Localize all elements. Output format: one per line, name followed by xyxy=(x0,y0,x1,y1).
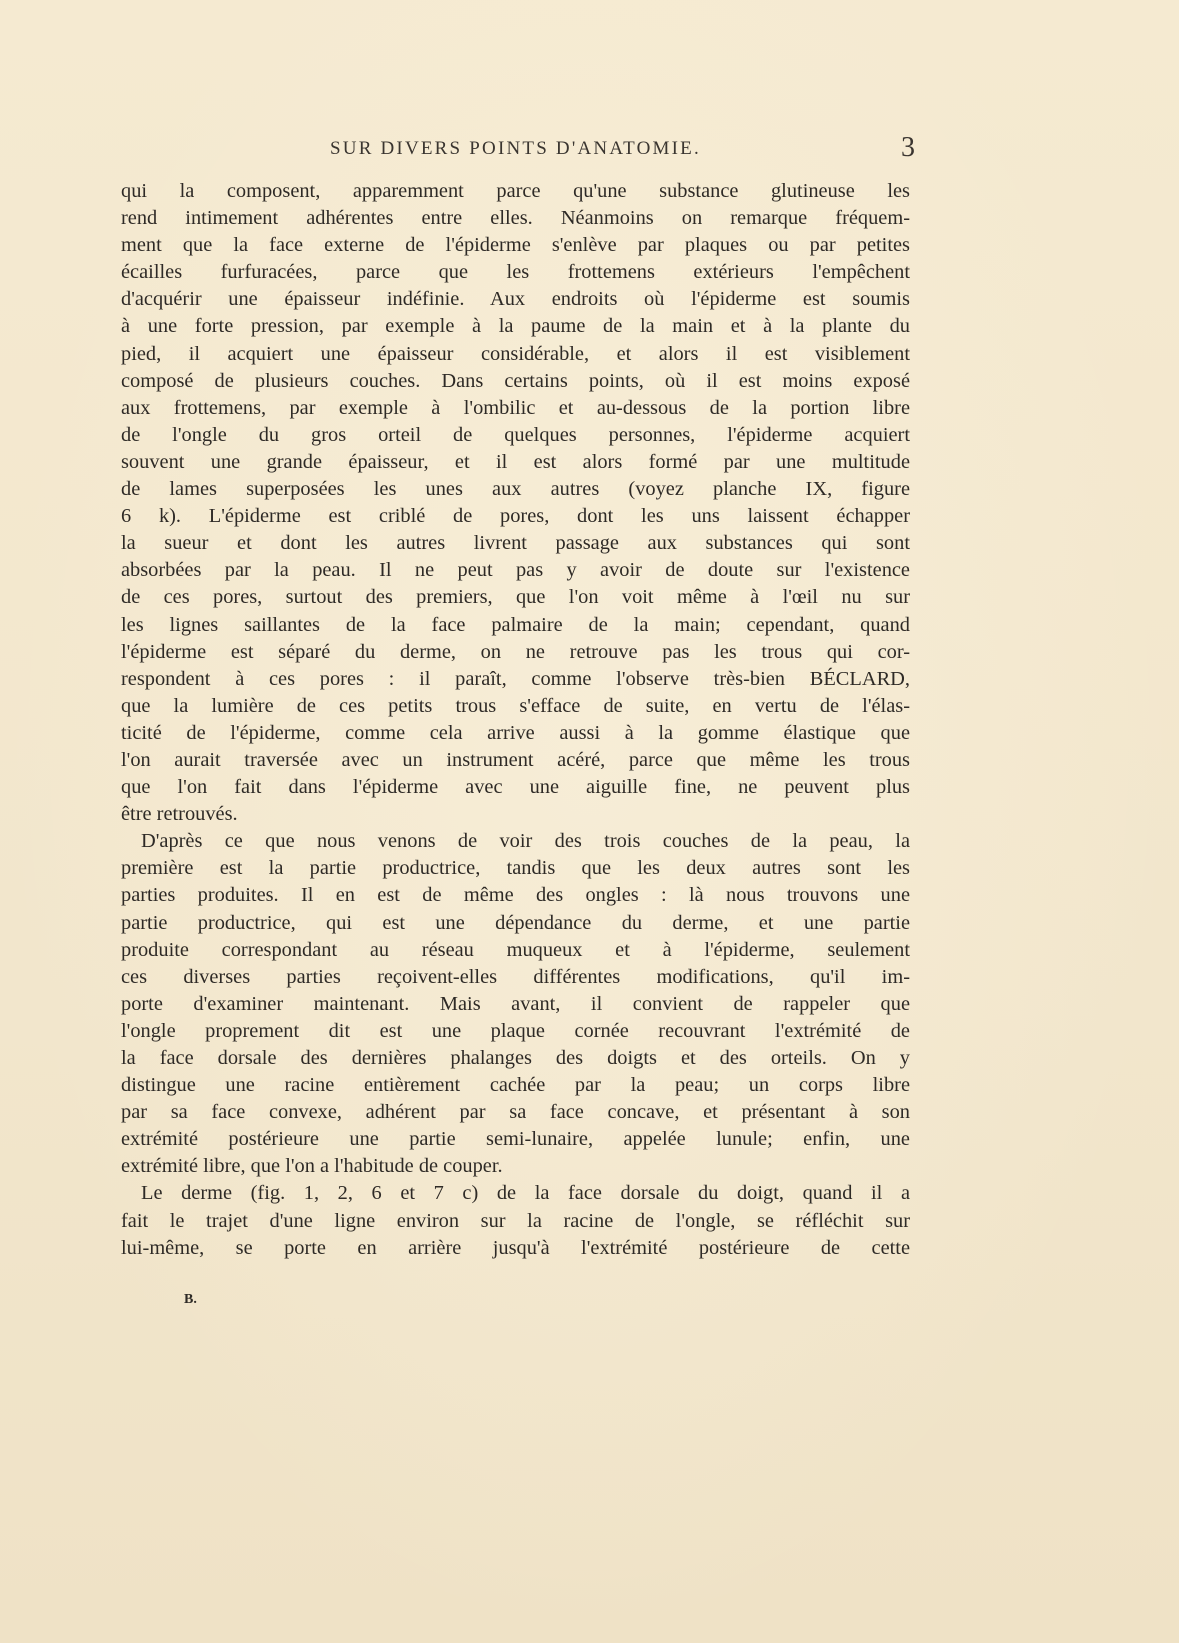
text-line: par sa face convexe, adhérent par sa face concave, et présentant à son xyxy=(121,1101,910,1124)
signature-mark: B. xyxy=(184,1292,197,1307)
text-line: porte d'examiner maintenant. Mais avant, il convient de rappeler que xyxy=(121,992,910,1015)
text-line: l'on aurait traversée avec un instrument acéré, parce que même les trous xyxy=(121,748,910,771)
text-line: souvent une grande épaisseur, et il est alors formé par une multitude xyxy=(121,450,910,473)
text-line: ment que la face externe de l'épiderme s'enlève par plaques ou par petites xyxy=(121,234,910,257)
text-line: fait le trajet d'une ligne environ sur la racine de l'ongle, se réfléchit sur xyxy=(121,1209,910,1232)
text-line: rend intimement adhérentes entre elles. Néanmoins on remarque fréquem- xyxy=(121,207,910,230)
text-line: l'ongle proprement dit est une plaque cornée recouvrant l'extrémité de xyxy=(121,1019,910,1042)
text-line: qui la composent, apparemment parce qu'une substance glutineuse les xyxy=(121,180,910,202)
text-line: 6 k). L'épiderme est criblé de pores, dont les uns laissent échapper xyxy=(121,505,910,528)
text-line: que l'on fait dans l'épiderme avec une aiguille fine, ne peuvent plus xyxy=(121,776,910,799)
text-line: respondent à ces pores : il paraît, comme l'observe très-bien BÉCLARD, xyxy=(121,667,910,690)
text-line: parties produites. Il en est de même des ongles : là nous trouvons une xyxy=(121,884,910,907)
text-line: de l'ongle du gros orteil de quelques personnes, l'épiderme acquiert xyxy=(121,423,910,446)
text-line: première est la partie productrice, tandis que les deux autres sont les xyxy=(121,857,910,880)
text-line: ces diverses parties reçoivent-elles différentes modifications, qu'il im- xyxy=(121,965,910,988)
text-line: d'acquérir une épaisseur indéfinie. Aux endroits où l'épiderme est soumis xyxy=(121,288,910,311)
text-line: que la lumière de ces petits trous s'efface de suite, en vertu de l'élas- xyxy=(121,694,910,717)
running-title: SUR DIVERS POINTS D'ANATOMIE. xyxy=(330,138,701,159)
text-line: produite correspondant au réseau muqueux et à l'épiderme, seulement xyxy=(121,938,910,961)
text-line: être retrouvés. xyxy=(121,803,238,826)
running-header xyxy=(120,132,915,168)
text-line: lui-même, se porte en arrière jusqu'à l'extrémité postérieure de cette xyxy=(121,1236,910,1259)
text-line: la face dorsale des dernières phalanges des doigts et des orteils. On y xyxy=(121,1047,910,1069)
text-line: de ces pores, surtout des premiers, que l'on voit même à l'œil nu sur xyxy=(121,586,910,609)
text-line: composé de plusieurs couches. Dans certains points, où il est moins exposé xyxy=(121,369,910,392)
text-line: la sueur et dont les autres livrent passage aux substances qui sont xyxy=(121,532,910,555)
text-line: écailles furfuracées, parce que les frottemens extérieurs l'empêchent xyxy=(121,261,910,284)
text-line: extrémité libre, que l'on a l'habitude de couper. xyxy=(121,1155,503,1178)
text-line: de lames superposées les unes aux autres (voyez planche IX, figure xyxy=(121,478,910,501)
text-line: D'après ce que nous venons de voir des trois couches de la peau, la xyxy=(141,830,910,853)
text-line: à une forte pression, par exemple à la paume de la main et à la plante du xyxy=(121,315,910,338)
text-line: aux frottemens, par exemple à l'ombilic et au-dessous de la portion libre xyxy=(121,396,910,419)
text-line: partie productrice, qui est une dépendance du derme, et une partie xyxy=(121,911,910,934)
page-number: 3 xyxy=(901,132,915,163)
text-line: pied, il acquiert une épaisseur considérable, et alors il est visiblement xyxy=(121,342,910,365)
body-text xyxy=(121,178,910,1262)
text-line: ticité de l'épiderme, comme cela arrive aussi à la gomme élastique que xyxy=(121,721,910,744)
text-line: l'épiderme est séparé du derme, on ne retrouve pas les trous qui cor- xyxy=(121,640,910,663)
text-line: Le derme (fig. 1, 2, 6 et 7 c) de la face dorsale du doigt, quand il a xyxy=(141,1182,910,1205)
text-line: absorbées par la peau. Il ne peut pas y avoir de doute sur l'existence xyxy=(121,559,910,582)
text-line: les lignes saillantes de la face palmaire de la main; cependant, quand xyxy=(121,613,910,636)
text-line: extrémité postérieure une partie semi-lunaire, appelée lunule; enfin, une xyxy=(121,1128,910,1151)
text-line: distingue une racine entièrement cachée par la peau; un corps libre xyxy=(121,1074,910,1097)
